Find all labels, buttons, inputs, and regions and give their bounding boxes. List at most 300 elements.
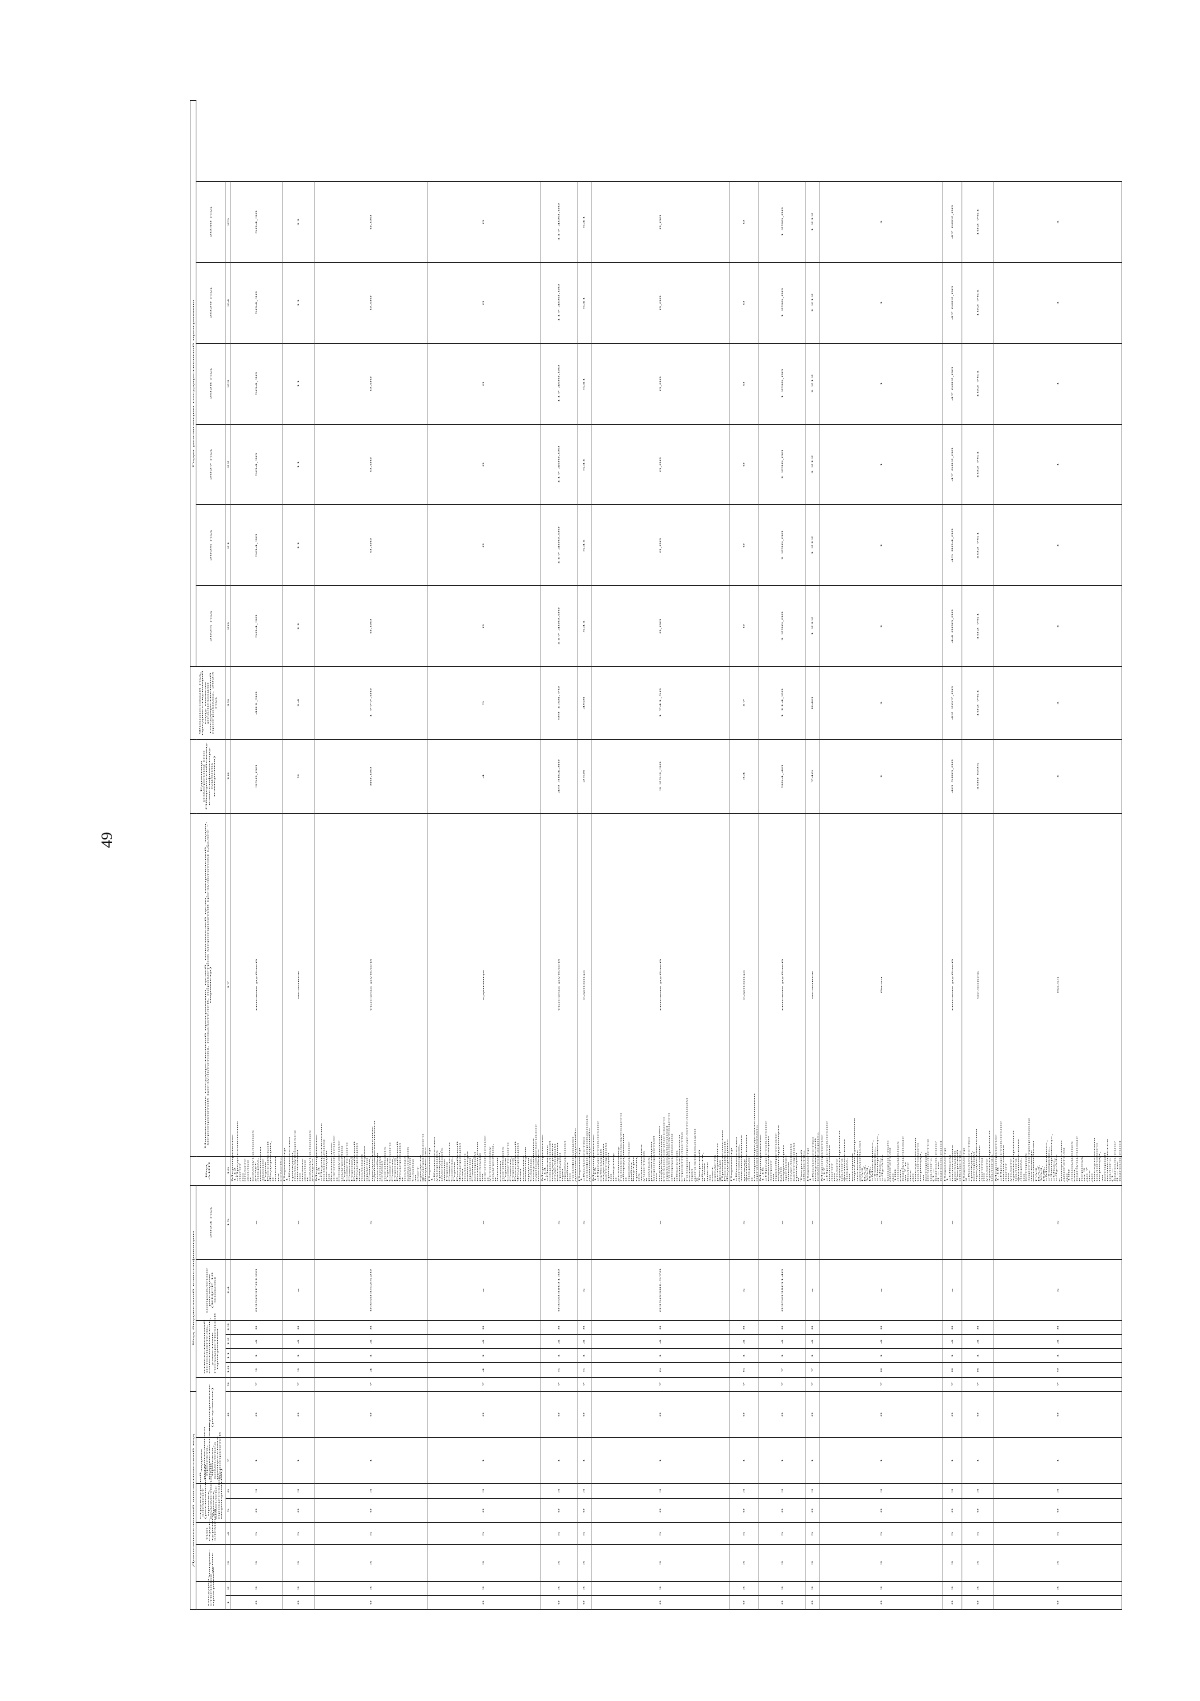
header-year-5: 2029 год xyxy=(196,262,226,343)
header-group-kbk: Код бюджетной классификации xyxy=(190,1185,196,1391)
row-value-2024: 17 xyxy=(729,667,758,740)
header-zadacha: задача регионального проекта, ведомственного проекта, комплекса процессных мероприятий xyxy=(196,1438,226,1483)
code-otvet-1: 7 xyxy=(806,1363,820,1377)
row-value-2027: 541 xyxy=(577,424,591,505)
row-value-2024: 468 xyxy=(577,667,591,740)
code-gos-2: 3 xyxy=(540,1581,577,1595)
row-base-2023: 746 xyxy=(806,739,820,813)
code-gos-2: 3 xyxy=(820,1581,943,1595)
code-otvet-4: 8 xyxy=(943,1321,962,1335)
row-value-2030: 1 212 xyxy=(806,182,820,263)
code-meropr-2: 7 xyxy=(994,1377,1122,1391)
row-unit: человек xyxy=(283,813,315,1157)
row-base-2023: 80,00 xyxy=(314,739,427,813)
row-value-2029: 0 xyxy=(427,262,540,343)
col-number-12: 12 xyxy=(226,1335,231,1349)
row-value-2027: 1 212 xyxy=(806,424,820,505)
row-base-2023: 1 xyxy=(820,739,943,813)
code-napravlenie: 3 xyxy=(283,1545,315,1581)
code-gos-1: 0 xyxy=(314,1595,427,1609)
row-value-2028: 0,00 xyxy=(591,343,729,424)
header-rashod: направление расходов (КЦСР 10 знаков) xyxy=(196,1260,226,1321)
col-number-4: 4 xyxy=(226,1523,231,1545)
row-value-2025: 11 xyxy=(283,586,315,667)
code-meropr-1: 0 xyxy=(283,1391,315,1437)
rashod-code: 03503Ю130 xyxy=(540,1260,577,1321)
col-number-1: 1 xyxy=(226,1595,231,1609)
code-meropr-1: 0 xyxy=(806,1391,820,1437)
code-zadacha: 1 xyxy=(759,1438,806,1483)
code-otvet-3: 4 xyxy=(427,1335,540,1349)
row-value-2027: 0 xyxy=(427,424,540,505)
row-value-2025: 44 000,00 xyxy=(943,586,962,667)
code-otvet-2: 1 xyxy=(540,1349,577,1363)
row-name: Мероприятие 1.15 «Предоставление субсидий отдельным категориям граждан на покупку и установку газоиспользующего оборудования и проведение работ внутри границ их земельных участков в рамках реализации мероприятий по осуществлению подключения (технологического присоединения) газоиспользующего оборудования и объектов капитального строительства к газораспределительным сетям при догазификации в Тверской области, в том числе за счет средств резервного фонда Правительства Российской Федерации» xyxy=(591,1157,729,1185)
row-value-2026: 0 xyxy=(427,505,540,586)
code-otvet-3: 4 xyxy=(962,1335,994,1349)
code-struct-1: 0 xyxy=(283,1498,315,1522)
row-name: Параметр 1 «Количество граждан, пользующихся льготами по оплате жилья и коммунальных услуг» xyxy=(283,1157,315,1185)
code-struct-2: 3 xyxy=(427,1483,540,1498)
code-struct-1: 0 xyxy=(759,1498,806,1522)
table-row xyxy=(540,101,577,1610)
code-struct-2: 3 xyxy=(943,1483,962,1498)
col-number-6: 6 xyxy=(226,1483,231,1498)
row-value-2027: 47 682,00 xyxy=(943,424,962,505)
row-name: Мероприятие 1.16 «Предоставление компенсации затрат на приобретение корригирующих (для коррекции зрения) очков отдельным категориям граждан в Тверской области» xyxy=(759,1157,806,1185)
row-value-2025: 1 xyxy=(994,586,1122,667)
code-tip: 5 xyxy=(962,1523,994,1545)
code-meropr-1: 0 xyxy=(540,1391,577,1437)
row-unit: тысяча рублей xyxy=(314,813,427,1157)
code-otvet-2: 1 xyxy=(729,1349,758,1363)
code-struct-2: 3 xyxy=(994,1483,1122,1498)
code-otvet-4: 8 xyxy=(283,1321,315,1335)
code-gos-2: 3 xyxy=(759,1581,806,1595)
row-value-2027: 102 761 xyxy=(962,424,994,505)
code-zadacha: 1 xyxy=(820,1438,943,1483)
row-name: Параметр 1 «Количество получателей компенсации» xyxy=(806,1157,820,1185)
code-struct-1: 0 xyxy=(943,1498,962,1522)
code-meropr-1: 0 xyxy=(577,1391,591,1437)
table-row xyxy=(231,101,283,1610)
aip-code: x xyxy=(283,1185,315,1260)
row-value-2024: 1 xyxy=(820,667,943,740)
code-gos-2: 3 xyxy=(994,1581,1122,1595)
code-otvet-4: 8 xyxy=(427,1321,540,1335)
code-napravlenie: 3 xyxy=(943,1545,962,1581)
code-otvet-2: 1 xyxy=(427,1349,540,1363)
code-tip: 5 xyxy=(943,1523,962,1545)
table-row xyxy=(820,101,943,1610)
code-otvet-1: 6 xyxy=(729,1363,758,1377)
row-value-2027: 0,00 xyxy=(314,424,427,505)
row-value-2025: 117 400,00 xyxy=(540,586,577,667)
header-group-dop: Дополнительный аналитический код xyxy=(190,1391,196,1609)
code-gos-1: 0 xyxy=(759,1595,806,1609)
code-otvet-1: 8 xyxy=(962,1363,994,1377)
code-otvet-1: 5 xyxy=(540,1363,577,1377)
row-name: Мероприятие 1.14 «Оказание социальной поддержки отдельным категориям граждан при проведении работ по газификации домовладений» xyxy=(540,1157,577,1185)
code-otvet-2: 1 xyxy=(231,1349,283,1363)
code-meropr-1: 0 xyxy=(729,1391,758,1437)
code-struct-1: 0 xyxy=(427,1498,540,1522)
table-row xyxy=(759,101,806,1610)
code-tip: 5 xyxy=(577,1523,591,1545)
code-meropr-2: 7 xyxy=(231,1377,283,1391)
header-fin-god: Финансовый год, предшествующий году начала реализации государственной программы, 2023 год xyxy=(190,667,226,740)
row-value-2027: 117 400,00 xyxy=(540,424,577,505)
row-value-2029: 0,00 xyxy=(314,262,427,343)
aip-code: x xyxy=(427,1185,540,1260)
code-napravlenie: 3 xyxy=(806,1545,820,1581)
code-napravlenie: 3 xyxy=(540,1545,577,1581)
table-row xyxy=(427,101,540,1610)
rashod-code: 0350352520 xyxy=(314,1260,427,1321)
row-value-2029: 102 761 xyxy=(962,262,994,343)
code-zadacha: 1 xyxy=(591,1438,729,1483)
code-struct-1: 0 xyxy=(729,1498,758,1522)
code-tip: 5 xyxy=(231,1523,283,1545)
code-tip: 5 xyxy=(427,1523,540,1545)
code-otvet-4: 8 xyxy=(577,1321,591,1335)
code-tip: 5 xyxy=(820,1523,943,1545)
header-year-3: 2027 год xyxy=(196,424,226,505)
rashod-code: 03503Г0120 xyxy=(231,1260,283,1321)
col-number-11: 11 xyxy=(226,1349,231,1363)
code-otvet-2: 1 xyxy=(314,1349,427,1363)
col-number-23: 23 xyxy=(226,343,231,424)
col-number-7: 7 xyxy=(226,1438,231,1483)
code-otvet-2: 1 xyxy=(943,1349,962,1363)
code-tip: 5 xyxy=(314,1523,427,1545)
code-meropr-2: 7 xyxy=(820,1377,943,1391)
rashod-code: x xyxy=(806,1260,820,1321)
code-napravlenie: 3 xyxy=(759,1545,806,1581)
row-value-2024: 14 xyxy=(283,667,315,740)
row-value-2029: 117 400,00 xyxy=(540,262,577,343)
row-name: Мероприятие 1.12 «Предоставление льгот по оплате жилья и коммунальных услуг лицам, имеющим звание Героя Российской Федерации, и членам их семей» xyxy=(231,1157,283,1185)
row-value-2024: 1 xyxy=(994,667,1122,740)
code-otvet-2: 1 xyxy=(962,1349,994,1363)
code-meropr-1: 0 xyxy=(962,1391,994,1437)
code-otvet-1: 6 xyxy=(591,1363,729,1377)
code-gos-1: 0 xyxy=(962,1595,994,1609)
code-gos-2: 3 xyxy=(427,1581,540,1595)
row-value-2028: 1 212 xyxy=(806,343,820,424)
table-row xyxy=(314,101,427,1610)
row-value-2028: 0 xyxy=(729,343,758,424)
row-value-2029: 541 xyxy=(577,262,591,343)
code-otvet-3: 4 xyxy=(283,1335,315,1349)
code-meropr-1: 0 xyxy=(994,1391,1122,1437)
code-meropr-2: 7 xyxy=(806,1377,820,1391)
rashod-code: 035038L570 xyxy=(591,1260,729,1321)
col-number-22: 22 xyxy=(226,424,231,505)
header-naimenovanie: Наименование государственной программы, целей, показателей цели, направлений, задач, мероприятий (результатов), показателей, параметров мероприятий (результатов) (далее - параметр) xyxy=(190,813,226,1157)
row-unit: тысяча рублей xyxy=(231,813,283,1157)
code-struct-2: 3 xyxy=(806,1483,820,1498)
col-number-20: 20 xyxy=(226,586,231,667)
row-unit: тысяча рублей xyxy=(540,813,577,1157)
code-otvet-2: 1 xyxy=(591,1349,729,1363)
code-gos-1: 0 xyxy=(820,1595,943,1609)
row-base-2023: 34 xyxy=(729,739,758,813)
page-number: 49 xyxy=(99,832,116,848)
code-meropr-2: 7 xyxy=(943,1377,962,1391)
code-zadacha: 1 xyxy=(283,1438,315,1483)
table-row xyxy=(283,101,315,1610)
code-meropr-2: 7 xyxy=(283,1377,315,1391)
row-value-2026: 45 804,00 xyxy=(943,505,962,586)
row-value-2030: 0 xyxy=(427,182,540,263)
header-kod-aip: Код АИП xyxy=(190,1157,226,1185)
code-otvet-4: 8 xyxy=(962,1321,994,1335)
row-value-2026: 504,30 xyxy=(231,505,283,586)
row-unit: человек xyxy=(806,813,820,1157)
code-otvet-3: 4 xyxy=(591,1335,729,1349)
row-base-2023: 258 xyxy=(577,739,591,813)
col-number-24: 24 xyxy=(226,262,231,343)
code-struct-2: 3 xyxy=(577,1483,591,1498)
code-gos-1: 0 xyxy=(577,1595,591,1609)
code-struct-1: 0 xyxy=(962,1498,994,1522)
aip-code: x xyxy=(577,1185,591,1260)
row-unit: человек xyxy=(962,813,994,1157)
row-value-2030: 102 761 xyxy=(962,182,994,263)
header-tip: тип струк-турного элемента xyxy=(196,1523,226,1545)
code-zadacha: 1 xyxy=(314,1438,427,1483)
row-value-2026: 0,00 xyxy=(591,505,729,586)
row-value-2027: 1 xyxy=(820,424,943,505)
code-meropr-1: 0 xyxy=(759,1391,806,1437)
row-name: Мероприятие 1.18 «Предоставление налоговых льгот по уплате транспортного налога физическим лицам, на которых зарегистрированы легковые автомобили ГАЗ, ВАЗ, УАЗ, ИЖ, «Москвич», «Таврия», «Запорожец», «Ока», «ЛуАЗ» с мощностью двигателя до 100 лошадиных сил, выпущенные в период от 3 до 7 лет до наступления налогового периода, за который исчисляется налог» (1 – выполнено/ 0 – не выполнено) xyxy=(994,1157,1122,1185)
row-value-2028: 0,00 xyxy=(314,343,427,424)
row-value-2025: 504,30 xyxy=(231,586,283,667)
table-row xyxy=(962,101,994,1610)
table-row xyxy=(994,101,1122,1610)
row-value-2028: 1 296,00 xyxy=(759,343,806,424)
code-struct-1: 0 xyxy=(820,1498,943,1522)
col-number-17: 17 xyxy=(226,813,231,1157)
row-name: Параметр 1 «Количество газифицированных домовладений» xyxy=(577,1157,591,1185)
col-number-10: 10 xyxy=(226,1363,231,1377)
table-row xyxy=(591,101,729,1610)
code-otvet-2: 1 xyxy=(994,1349,1122,1363)
code-zadacha: 1 xyxy=(729,1438,758,1483)
code-otvet-2: 1 xyxy=(806,1349,820,1363)
aip-code: x xyxy=(943,1185,962,1260)
row-value-2027: 0 xyxy=(729,424,758,505)
col-number-9: 9 xyxy=(226,1377,231,1391)
row-name: Мероприятие 1.13 «Осуществление возмещения расходов на бесплатное изготовление и сооружение надгробия Героям Советского Союза, Героям Российской Федерации или полным кавалерам ордена Славы, предоставление единовременного пособия членам семьи погибших Героев Советского Союза, Героев Российской Федерации и полных кавалеров ордена Славы за счет средств федерального бюджета» xyxy=(314,1157,427,1185)
row-value-2025: 0 xyxy=(729,586,758,667)
table-row xyxy=(577,101,591,1610)
row-value-2026: 117 400,00 xyxy=(540,505,577,586)
row-name: Параметр 2 «Количество граждан, которым предоставлены налоговые льготы по уплате транспортного налога» xyxy=(962,1157,994,1185)
code-struct-2: 3 xyxy=(540,1483,577,1498)
row-value-2029: 1 xyxy=(994,262,1122,343)
row-value-2028: 117 400,00 xyxy=(540,343,577,424)
code-otvet-1: 7 xyxy=(759,1363,806,1377)
row-base-2023: 100 695 xyxy=(962,739,994,813)
code-meropr-2: 7 xyxy=(962,1377,994,1391)
header-group-years: Годы реализации государственной программы xyxy=(190,101,196,667)
aip-code: x xyxy=(314,1185,427,1260)
row-value-2027: 1 xyxy=(994,424,1122,505)
row-value-2024: 1 114,20 xyxy=(759,667,806,740)
code-otvet-4: 8 xyxy=(820,1321,943,1335)
code-meropr-1: 0 xyxy=(427,1391,540,1437)
table-row xyxy=(806,101,820,1610)
code-struct-2: 3 xyxy=(591,1483,729,1498)
code-meropr-1: 0 xyxy=(314,1391,427,1437)
row-value-2028: 0 xyxy=(427,343,540,424)
code-zadacha: 1 xyxy=(806,1438,820,1483)
code-otvet-4: 8 xyxy=(759,1321,806,1335)
code-gos-1: 0 xyxy=(283,1595,315,1609)
code-meropr-1: 0 xyxy=(231,1391,283,1437)
code-gos-2: 3 xyxy=(962,1581,994,1595)
header-meropr: мероприятие (результат) xyxy=(196,1377,226,1438)
code-napravlenie: 3 xyxy=(577,1545,591,1581)
table-row xyxy=(943,101,962,1610)
row-name: Мероприятие 1.17 «Предоставление налоговых льгот по уплате транспортного налога физическим лицам, на которых зарегистрированы легковые автомобили ГАЗ, ВАЗ, УАЗ, ИЖ, «Москвич», «Таврия», «Запорожец», «Ока», «ЛуАЗ» с мощностью двигателя до 100 лошадиных сил, выпущенные за 7 и более лет до наступления налогового периода, за который исчисляется налог» (1 – выполнено/ 0 – не выполнено) xyxy=(820,1157,943,1185)
code-tip: 5 xyxy=(806,1523,820,1545)
row-value-2027: 11 xyxy=(283,424,315,505)
code-meropr-2: 7 xyxy=(577,1377,591,1391)
row-unit: единица xyxy=(427,813,540,1157)
row-value-2030: 1 296,00 xyxy=(759,182,806,263)
code-zadacha: 1 xyxy=(962,1438,994,1483)
rashod-code: x xyxy=(729,1260,758,1321)
row-name: Параметр 1 «Количество договоров, заключенных между физическими лицами и газораспределительными организациями» xyxy=(729,1157,758,1185)
code-tip: 5 xyxy=(283,1523,315,1545)
program-table xyxy=(190,100,1122,1610)
row-name: Параметр 1 «Объем налоговых расходов Тверской области» xyxy=(943,1157,962,1185)
row-value-2026: 0,00 xyxy=(314,505,427,586)
col-number-2: 2 xyxy=(226,1581,231,1595)
aip-code: x xyxy=(591,1185,729,1260)
row-value-2030: 0,00 xyxy=(591,182,729,263)
code-meropr-1: 0 xyxy=(820,1391,943,1437)
code-napravlenie: 3 xyxy=(591,1545,729,1581)
row-value-2025: 0,00 xyxy=(591,586,729,667)
code-struct-1: 0 xyxy=(540,1498,577,1522)
code-otvet-4: 8 xyxy=(994,1321,1122,1335)
col-number-15: 15 xyxy=(226,1185,231,1260)
row-unit: тысяча рублей xyxy=(591,813,729,1157)
row-value-2028: 11 xyxy=(283,343,315,424)
rashod-code: x xyxy=(577,1260,591,1321)
row-value-2030: 541 xyxy=(577,182,591,263)
code-otvet-3: 4 xyxy=(943,1335,962,1349)
col-number-13: 13 xyxy=(226,1321,231,1335)
code-gos-2: 3 xyxy=(314,1581,427,1595)
code-tip: 5 xyxy=(729,1523,758,1545)
code-gos-1: 0 xyxy=(540,1595,577,1609)
code-meropr-1: 0 xyxy=(591,1391,729,1437)
row-value-2028: 1 xyxy=(820,343,943,424)
col-number-14: 14 xyxy=(226,1260,231,1321)
row-value-2026: 541 xyxy=(577,505,591,586)
code-struct-2: 3 xyxy=(283,1483,315,1498)
row-value-2024: 102 761 xyxy=(962,667,994,740)
code-gos-1: 0 xyxy=(231,1595,283,1609)
code-gos-2: 3 xyxy=(577,1581,591,1595)
row-value-2027: 504,30 xyxy=(231,424,283,505)
code-gos-2: 3 xyxy=(283,1581,315,1595)
code-gos-2: 3 xyxy=(943,1581,962,1595)
row-value-2025: 1 296,00 xyxy=(759,586,806,667)
row-value-2030: 117 400,00 xyxy=(540,182,577,263)
row-value-2026: 1 xyxy=(994,505,1122,586)
code-zadacha: 1 xyxy=(577,1438,591,1483)
row-value-2029: 11 xyxy=(283,262,315,343)
code-tip: 5 xyxy=(759,1523,806,1545)
code-otvet-3: 4 xyxy=(231,1335,283,1349)
row-value-2030: 0 xyxy=(729,182,758,263)
code-otvet-1: 9 xyxy=(994,1363,1122,1377)
code-otvet-4: 8 xyxy=(806,1321,820,1335)
row-value-2028: 1 xyxy=(994,343,1122,424)
row-value-2030: 47 682,00 xyxy=(943,182,962,263)
header-year-1: 2025 год xyxy=(196,586,226,667)
aip-code xyxy=(962,1185,994,1260)
code-struct-1: 0 xyxy=(806,1498,820,1522)
code-meropr-2: 7 xyxy=(540,1377,577,1391)
code-napravlenie: 3 xyxy=(427,1545,540,1581)
row-value-2026: 102 761 xyxy=(962,505,994,586)
row-base-2023: 1 xyxy=(994,739,1122,813)
code-struct-1: 0 xyxy=(314,1498,427,1522)
code-otvet-1: 5 xyxy=(577,1363,591,1377)
col-number-25: 25 xyxy=(226,182,231,263)
row-value-2026: 1 212 xyxy=(806,505,820,586)
code-gos-1: 0 xyxy=(729,1595,758,1609)
code-napravlenie: 3 xyxy=(962,1545,994,1581)
code-napravlenie: 3 xyxy=(231,1545,283,1581)
code-otvet-3: 4 xyxy=(820,1335,943,1349)
row-value-2025: 1 212 xyxy=(806,586,820,667)
code-otvet-2: 1 xyxy=(820,1349,943,1363)
header-struct: структурный элемент (региональный проект, ведомственный проект, комплекс процессных мероприятий) xyxy=(196,1483,226,1522)
code-struct-2: 3 xyxy=(231,1483,283,1498)
row-unit: тысяча рублей xyxy=(943,813,962,1157)
row-value-2025: 0,00 xyxy=(314,586,427,667)
code-otvet-1: 8 xyxy=(943,1363,962,1377)
aip-code: x xyxy=(231,1185,283,1260)
col-number-18: 18 xyxy=(226,739,231,813)
row-value-2025: 102 761 xyxy=(962,586,994,667)
code-otvet-4: 8 xyxy=(231,1321,283,1335)
col-number-21: 21 xyxy=(226,505,231,586)
aip-code: x xyxy=(806,1185,820,1260)
code-otvet-4: 8 xyxy=(729,1321,758,1335)
col-number-5: 5 xyxy=(226,1498,231,1522)
aip-code: x xyxy=(820,1185,943,1260)
code-struct-2: 3 xyxy=(729,1483,758,1498)
code-zadacha: 1 xyxy=(994,1438,1122,1483)
code-otvet-2: 1 xyxy=(283,1349,315,1363)
row-value-2025: 0 xyxy=(427,586,540,667)
code-meropr-2: 7 xyxy=(314,1377,427,1391)
code-napravlenie: 3 xyxy=(994,1545,1122,1581)
row-value-2026: 11 xyxy=(283,505,315,586)
row-base-2023: 9 xyxy=(283,739,315,813)
code-gos-1: 0 xyxy=(806,1595,820,1609)
code-meropr-1: 0 xyxy=(943,1391,962,1437)
